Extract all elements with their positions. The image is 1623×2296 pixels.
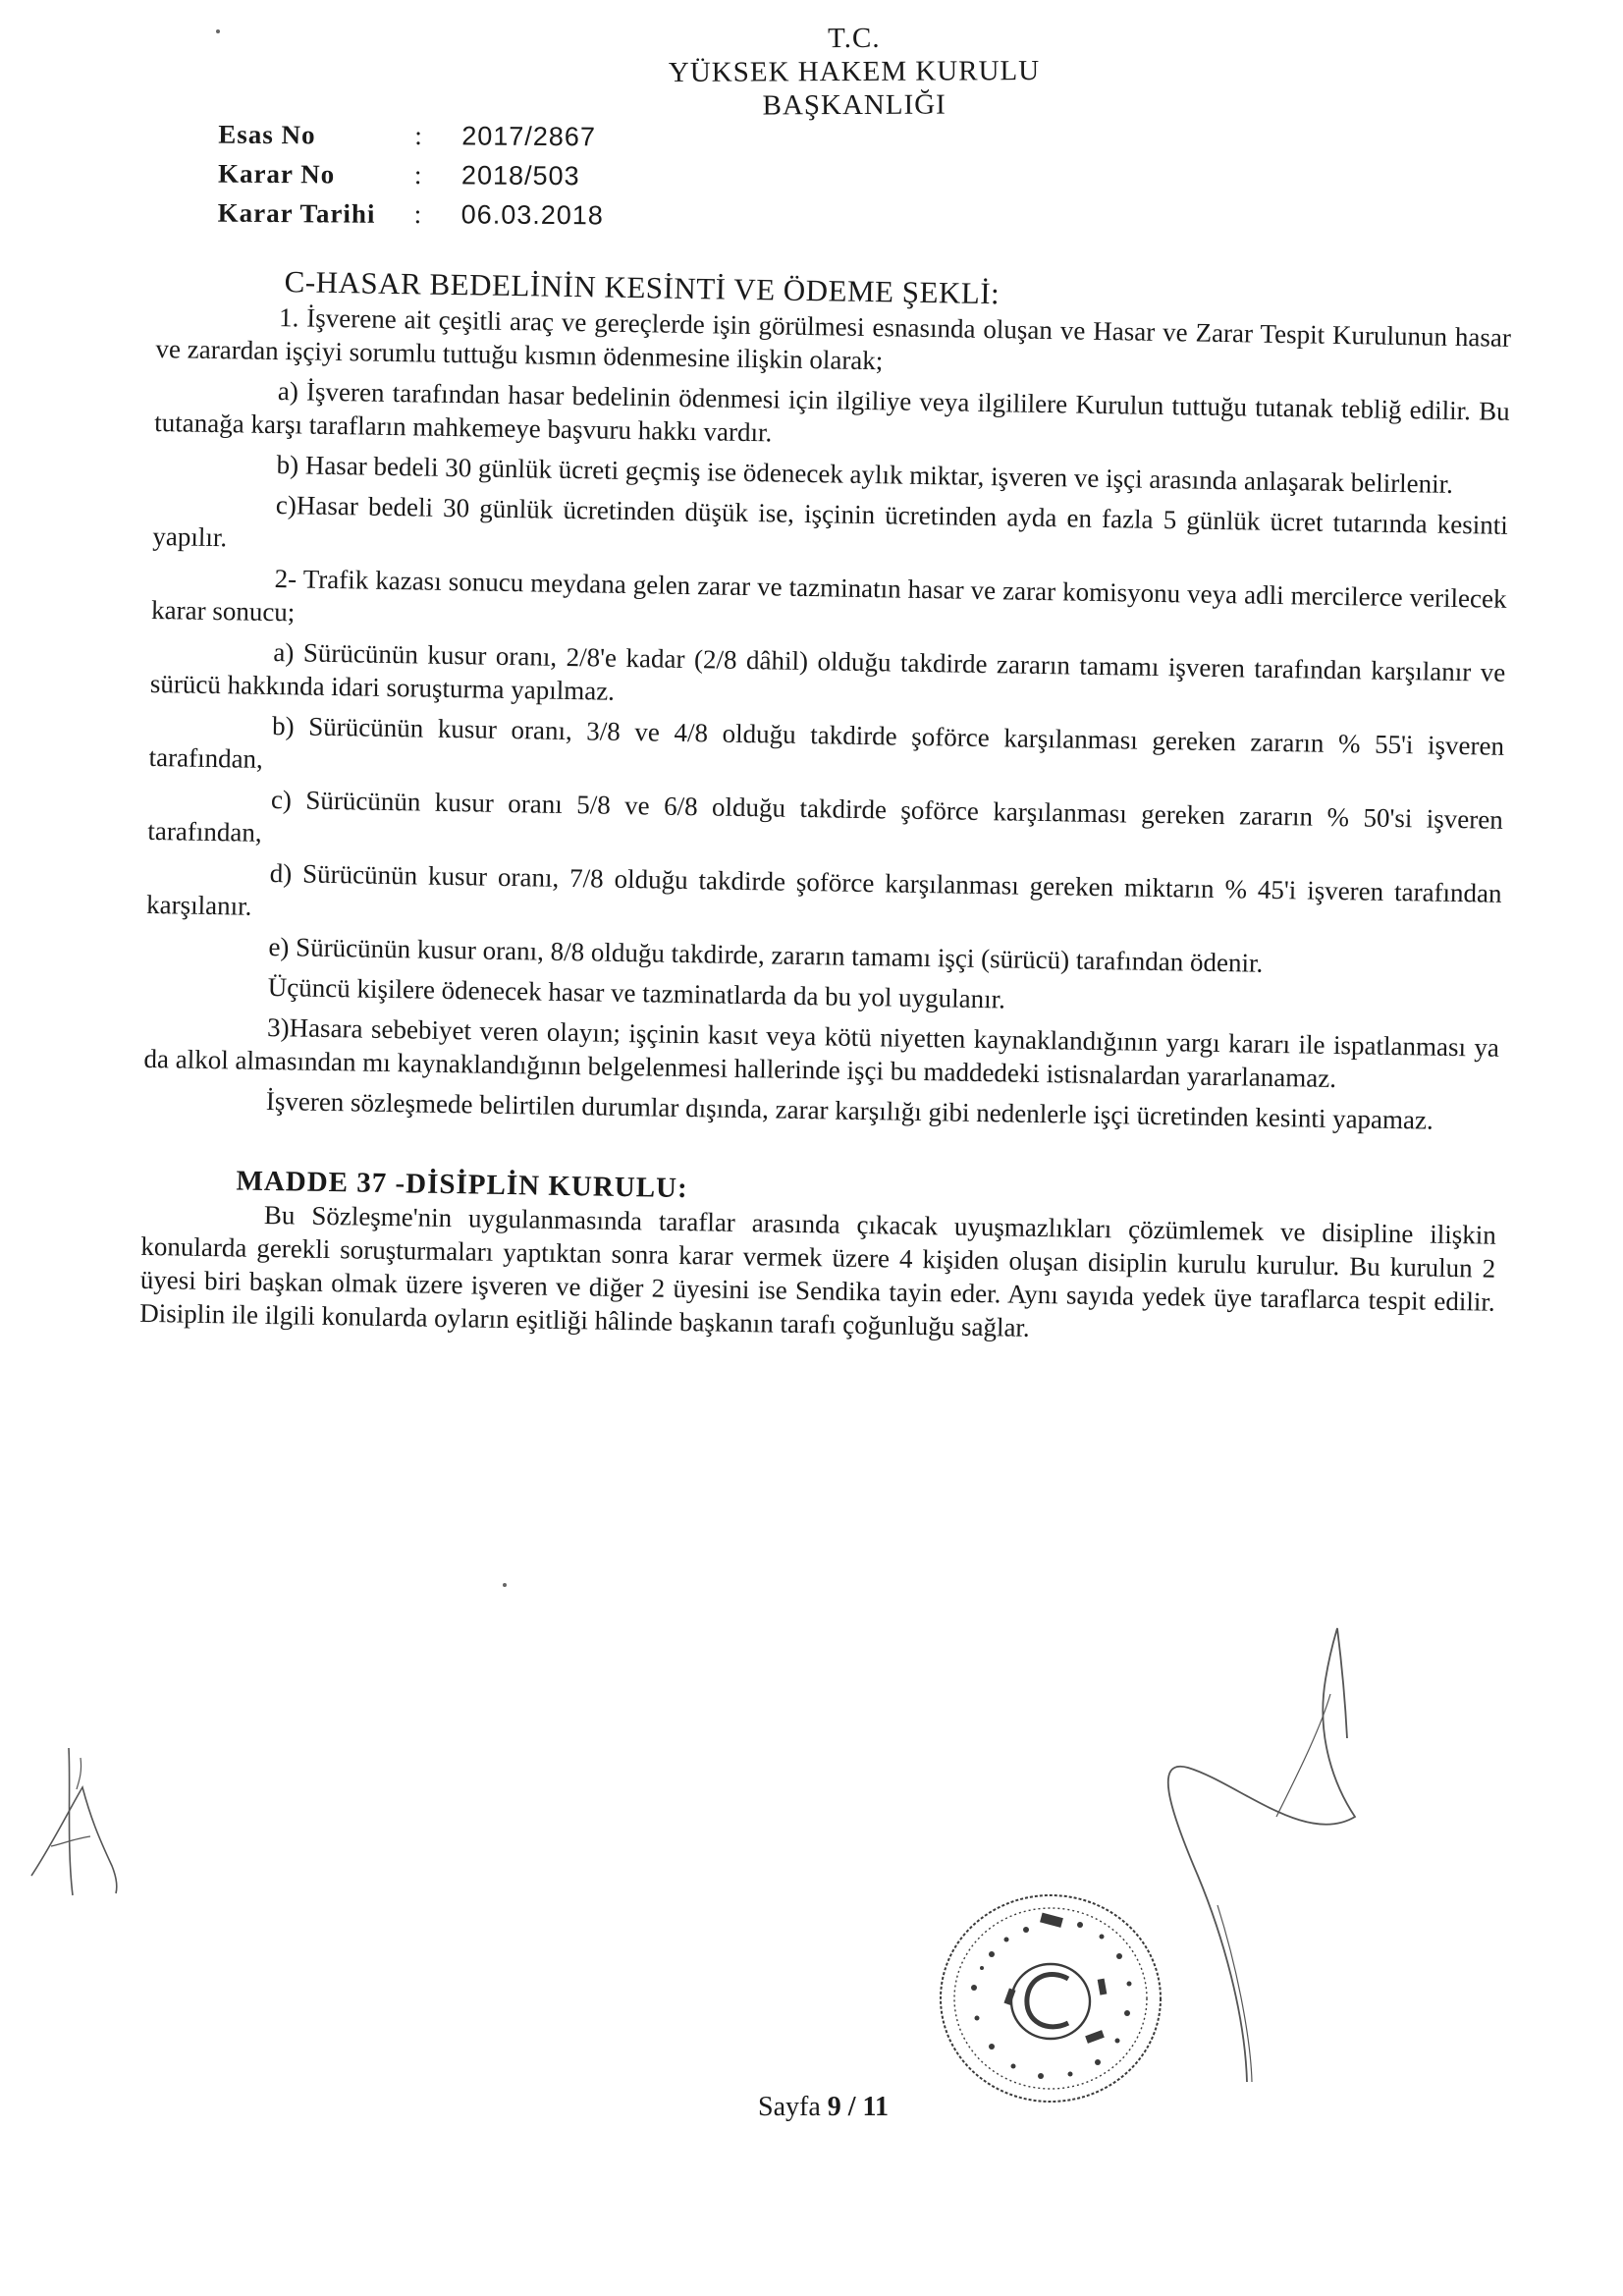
authority-line-presidency: BAŞKANLIĞI [762, 88, 947, 122]
karar-tarihi-row [218, 193, 604, 236]
esas-no-label: Esas No [218, 119, 316, 150]
article-heading: MADDE 37 -DİSİPLİN KURULU: [236, 1165, 688, 1205]
paragraph-1: 1. İşverene ait çeşitli araç ve gereçlerde işin görülmesi esnasında oluşan ve Hasar ve Zarar Tespit Kurulunun hasar ve zarardan işçiyi sorumlu tuttuğu kısmın ödenmesine ilişkin olarak; [155, 302, 1512, 376]
paragraph-2e: e) Sürücünün kusur oranı, 8/8 olduğu takdirde, zararın tamamı işçi (sürücü) tarafından ödenir. [268, 931, 1264, 978]
esas-no-row [218, 115, 604, 157]
authority-line-country: T.C. [828, 22, 881, 55]
paragraph-2: 2- Trafik kazası sonucu meydana gelen zarar ve tazminatın hasar ve zarar komisyonu veya adli mercilerce verilecek karar sonucu; [150, 564, 1507, 628]
initials-mark [22, 1728, 130, 1925]
paragraph-2d: d) Sürücünün kusur oranı, 7/8 olduğu takdirde şoförce karşılanması gereken miktarın % 45'i işveren tarafından karşılanır. [145, 857, 1502, 921]
karar-tarihi-value: 06.03.2018 [460, 199, 604, 231]
issuing-authority [648, 21, 1061, 123]
karar-tarihi-label: Karar Tarihi [217, 197, 376, 229]
karar-no-label: Karar No [217, 158, 336, 190]
karar-no-colon: : [413, 160, 422, 191]
paragraph-2c: c) Sürücünün kusur oranı 5/8 ve 6/8 olduğu takdirde şoförce karşılanması gereken zararın % 50'si işveren tarafından, [147, 784, 1504, 847]
paragraph-1b: b) Hasar bedeli 30 günlük ücreti geçmiş ise ödenecek aylık miktar, işveren ve işçi arasında anlaşarak belirlenir. [276, 450, 1454, 499]
article-paragraph: Bu Sözleşme'nin uygulanmasında taraflar arasında çıkacak uyuşmazlıkları çözümlemek ve disipline ilişkin konularda gerekli soruşturmaları yaptıktan sonra karar vermek üzere 4 kişiden oluşan disiplin kurulu kurulur. Bu kurulun 2 üyesi biri başkan olmak üzere işveren ve diğer 2 üyesini ise Sendika tayin eder. Aynı sayıda yedek üye taraflarca tespit edilir. Disiplin ile ilgili konularda oyların eşitliği hâlinde başkanın tarafı çoğunluğu sağlar. [139, 1199, 1497, 1342]
paragraph-2b: b) Sürücünün kusur oranı, 3/8 ve 4/8 olduğu takdirde şoförce karşılanması gereken zararın % 55'i işveren tarafından, [148, 711, 1505, 774]
scan-speck [216, 29, 220, 33]
karar-no-value: 2018/503 [460, 160, 580, 191]
authority-line-board: YÜKSEK HAKEM KURULU [668, 55, 1041, 88]
paragraph-1a: a) İşveren tarafından hasar bedelinin ödenmesi için ilgiliye veya ilgililere Kurulun tuttuğu tutanak tebliğ edilir. Bu tutanağa karşı tarafların mahkemeye başvuru hakkı vardır. [154, 376, 1510, 448]
esas-no-colon: : [414, 121, 422, 151]
paragraph-2a: a) Sürücünün kusur oranı, 2/8'e kadar (2/8 dâhil) olduğu takdirde zararın tamamı işveren tarafından karşılanır ve sürücü hakkında idari soruşturma yapılmaz. [149, 637, 1506, 706]
union-seal-stamp [933, 1886, 1168, 2111]
karar-no-row [218, 154, 604, 196]
case-metadata [218, 115, 605, 236]
page-number-prefix: Sayfa [758, 2092, 821, 2122]
scan-speck [503, 1583, 507, 1587]
esas-no-value: 2017/2867 [461, 121, 597, 152]
paragraph-4: İşveren sözleşmede belirtilen durumlar dışında, zarar karşılığı gibi nedenlerle işçi ücretinden kesinti yapamaz. [265, 1085, 1434, 1135]
document-body [139, 263, 1512, 1359]
paragraph-2f: Üçüncü kişilere ödenecek hasar ve tazminatlarda da bu yol uygulanır. [267, 971, 1006, 1014]
page-number-value: 9 / 11 [827, 2092, 889, 2122]
page-number [758, 2092, 889, 2123]
paragraph-1c: c)Hasar bedeli 30 günlük ücretinden düşük ise, işçinin ücretinden ayda en fazla 5 günlük ücret tutarında kesinti yapılır. [152, 490, 1509, 553]
paragraph-3: 3)Hasara sebebiyet veren olayın; işçinin kasıt veya kötü niyetten kaynaklandığının yargı kararı ile ispatlanması ya da alkol almasından mı kaynaklandığının belgelenmesi hallerinde işçi bu maddedeki istisnalardan yararlanamaz. [143, 1011, 1500, 1094]
karar-tarihi-colon: : [413, 199, 422, 230]
section-title: C-HASAR BEDELİNİN KESİNTİ VE ÖDEME ŞEKLİ: [284, 264, 1001, 311]
